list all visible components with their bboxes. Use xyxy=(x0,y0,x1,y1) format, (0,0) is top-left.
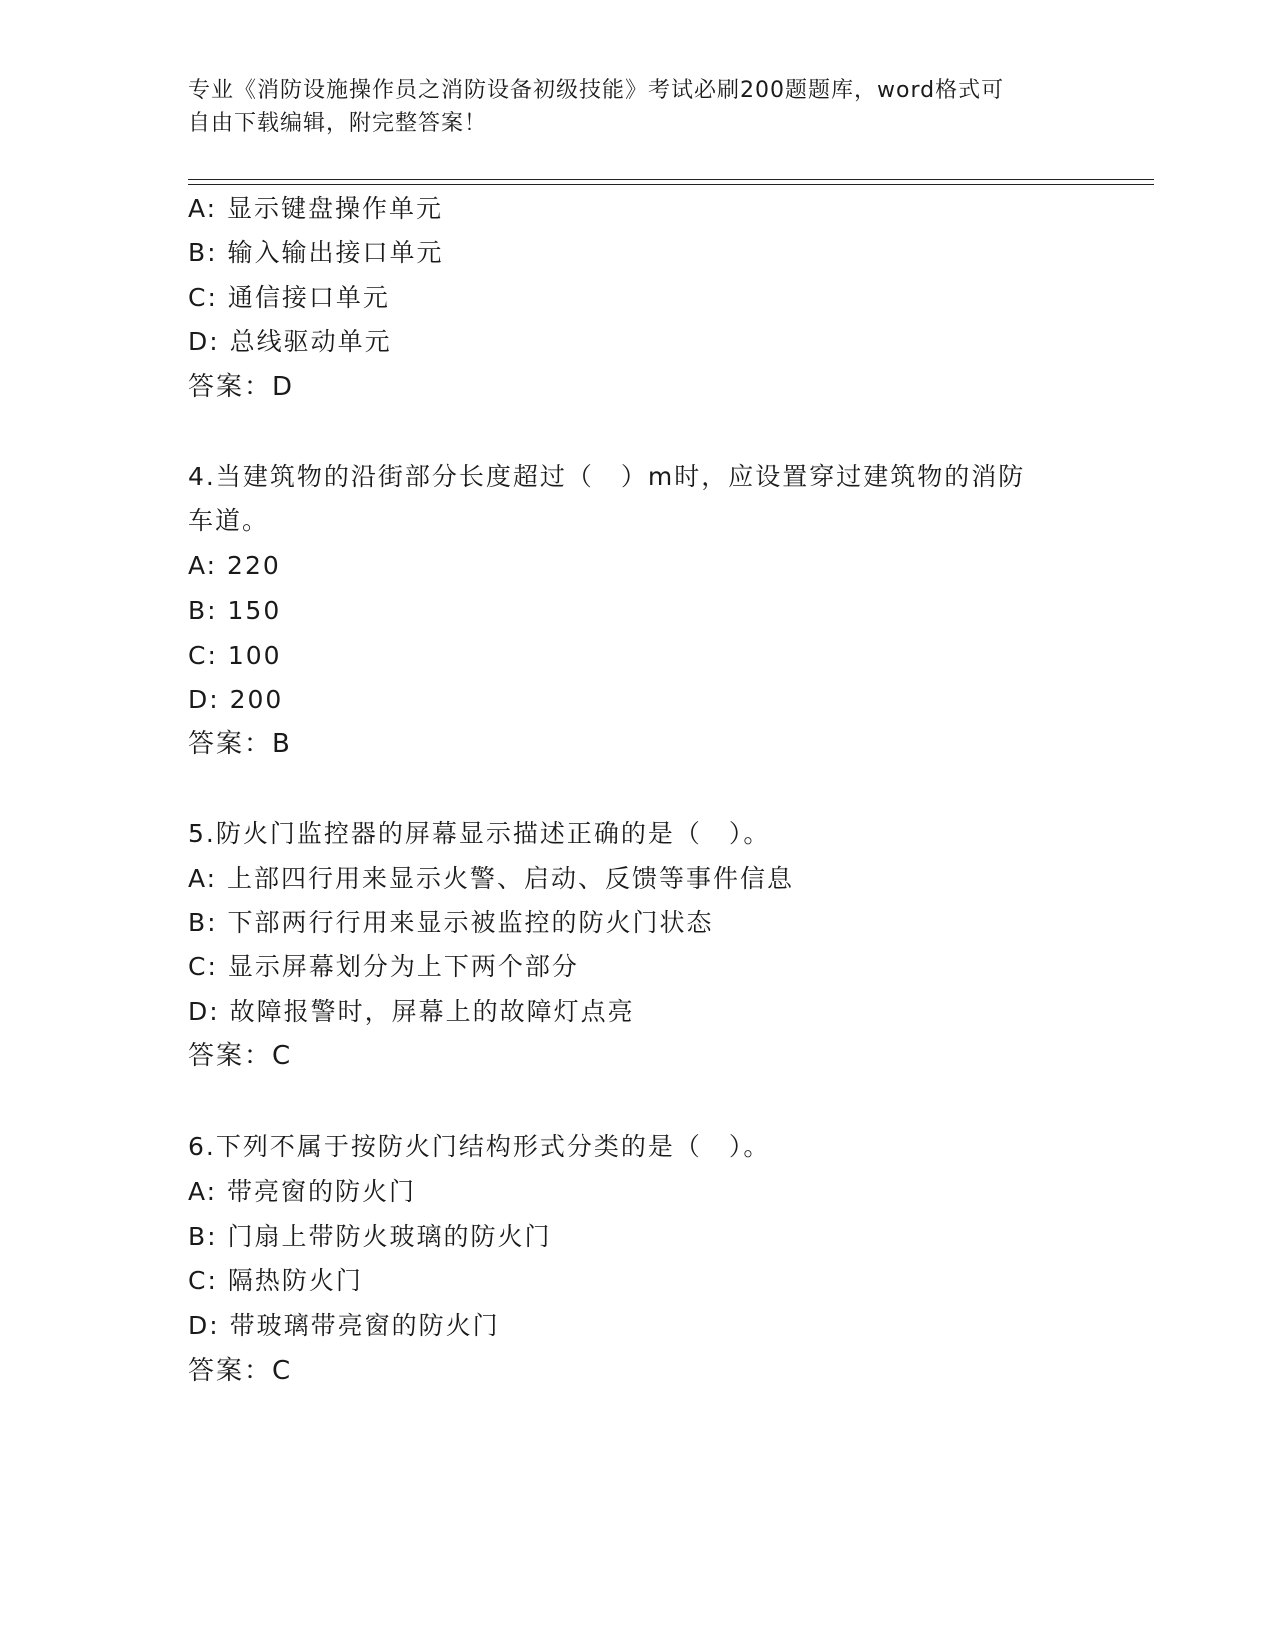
q4-answer-value: B xyxy=(272,729,291,759)
q4-option-b: B: 150 xyxy=(188,596,282,625)
header-divider xyxy=(188,179,1154,185)
q3-option-d: D: 总线驱动单元 xyxy=(188,327,392,356)
q3-option-b: B: 输入输出接口单元 xyxy=(188,238,444,267)
q5-option-b: B: 下部两行行用来显示被监控的防火门状态 xyxy=(188,908,714,937)
q6-option-d: D: 带玻璃带亮窗的防火门 xyxy=(188,1311,500,1340)
q6-stem: 6.下列不属于按防火门结构形式分类的是（ ）。 xyxy=(188,1132,771,1161)
q3-option-c: C: 通信接口单元 xyxy=(188,283,390,312)
q3-answer-value: D xyxy=(272,372,294,402)
q6-answer xyxy=(188,1355,291,1387)
q4-answer xyxy=(188,728,291,760)
q4-option-d: D: 200 xyxy=(188,685,284,714)
q5-option-a: A: 上部四行用来显示火警、启动、反馈等事件信息 xyxy=(188,864,795,893)
q6-answer-label: 答案： xyxy=(188,1356,273,1386)
q6-option-b: B: 门扇上带防火玻璃的防火门 xyxy=(188,1222,552,1251)
header-line-1: 专业《消防设施操作员之消防设备初级技能》考试必刷200题题库，word格式可 xyxy=(188,78,1005,103)
q6-answer-value: C xyxy=(272,1356,292,1386)
q4-stem-line-1: 4.当建筑物的沿街部分长度超过（ ）m时，应设置穿过建筑物的消防 xyxy=(188,462,1026,491)
q5-stem: 5.防火门监控器的屏幕显示描述正确的是（ ）。 xyxy=(188,819,771,848)
q3-answer-label: 答案： xyxy=(188,372,273,402)
q4-stem-line-2: 车道。 xyxy=(188,506,270,535)
q6-option-a: A: 带亮窗的防火门 xyxy=(188,1177,417,1206)
q3-answer xyxy=(188,371,293,403)
q4-option-c: C: 100 xyxy=(188,641,282,670)
q5-option-d: D: 故障报警时，屏幕上的故障灯点亮 xyxy=(188,997,635,1026)
header-line-2: 自由下载编辑，附完整答案！ xyxy=(188,111,488,136)
q4-answer-label: 答案： xyxy=(188,729,273,759)
q5-option-c: C: 显示屏幕划分为上下两个部分 xyxy=(188,952,579,981)
q4-option-a: A: 220 xyxy=(188,551,281,580)
q5-answer-value: C xyxy=(272,1041,292,1071)
q5-answer xyxy=(188,1040,291,1072)
q3-option-a: A: 显示键盘操作单元 xyxy=(188,194,444,223)
q6-option-c: C: 隔热防火门 xyxy=(188,1266,363,1295)
q5-answer-label: 答案： xyxy=(188,1041,273,1071)
document-header xyxy=(188,74,1088,140)
